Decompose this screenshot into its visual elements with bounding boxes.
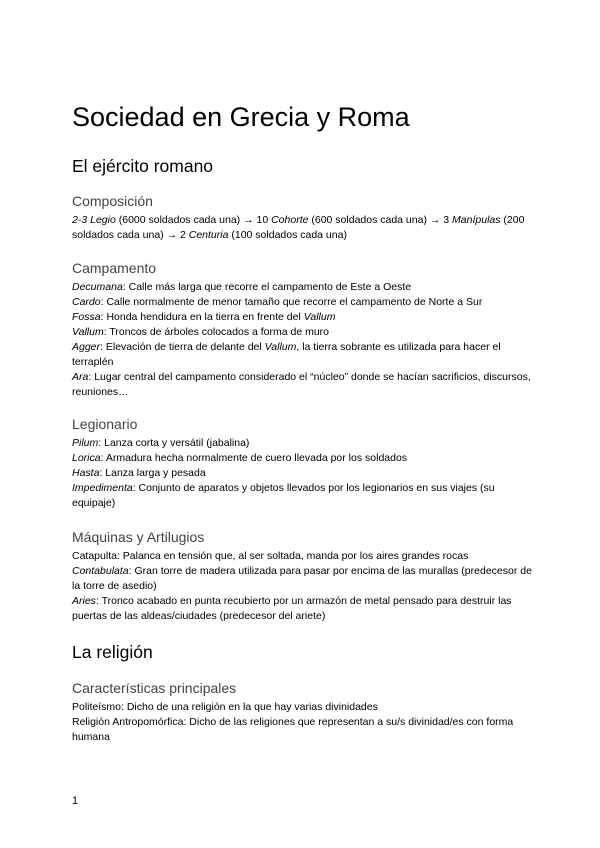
heading-maquinas: Máquinas y Artilugios xyxy=(72,529,205,545)
list-item: Impedimenta: Conjunto de aparatos y objetos llevados por los legionarios en sus viajes (su equipaje) xyxy=(72,482,495,509)
list-item: Pilum: Lanza corta y versátil (jabalina) xyxy=(72,437,250,449)
legionario-list xyxy=(72,436,532,511)
caracteristicas-list xyxy=(72,700,532,745)
list-item: Politeísmo: Dicho de una religión en la que hay varias divinidades xyxy=(72,701,378,713)
list-item: Vallum: Troncos de árboles colocados a forma de muro xyxy=(72,326,330,338)
list-item: Cardo: Calle normalmente de menor tamaño que recorre el campamento de Norte a Sur xyxy=(72,296,483,308)
page-number: 1 xyxy=(72,795,79,807)
list-item: Hasta: Lanza larga y pesada xyxy=(72,467,206,479)
list-item: Ara: Lugar central del campamento considerado el “núcleo” donde se hacían sacrificios, discursos, reuniones… xyxy=(72,371,531,398)
list-item: Fossa: Honda hendidura en la tierra en frente del Vallum xyxy=(72,311,336,323)
heading-campamento: Campamento xyxy=(72,260,157,276)
list-item: Religión Antropomórfica: Dicho de las religiones que representan a su/s divinidad/es con forma humana xyxy=(72,716,514,743)
list-item: Agger: Elevación de tierra de delante del Vallum, la tierra sobrante es utilizada para hacer el terraplén xyxy=(72,341,501,368)
composicion-paragraph: 2-3 Legio (6000 soldados cada una) → 10 Cohorte (600 soldados cada una) → 3 Manípulas (200 soldados cada una) → 2 Centuria (100 soldados cada una) xyxy=(72,214,525,241)
list-item: Catapulta: Palanca en tensión que, al ser soltada, manda por los aires grandes rocas xyxy=(72,550,469,562)
heading-caracteristicas: Características principales xyxy=(72,680,237,696)
heading-religion: La religión xyxy=(72,642,153,662)
list-item: Decumana: Calle más larga que recorre el campamento de Este a Oeste xyxy=(72,281,412,293)
campamento-list xyxy=(72,280,532,400)
heading-legionario: Legionario xyxy=(72,416,138,432)
list-item: Contabulata: Gran torre de madera utilizada para pasar por encima de las murallas (predecesor de la torre de asedio) xyxy=(72,565,532,592)
document-title: Sociedad en Grecia y Roma xyxy=(72,102,410,132)
maquinas-list xyxy=(72,549,532,624)
list-item: Lorica: Armadura hecha normalmente de cuero llevada por los soldados xyxy=(72,452,408,464)
heading-composicion: Composición xyxy=(72,193,153,209)
heading-ejercito: El ejército romano xyxy=(72,156,214,176)
list-item: Aries: Tronco acabado en punta recubierto por un armazón de metal pensado para destruir las puertas de las aldeas/ciudades (predecesor del ariete) xyxy=(72,595,512,622)
